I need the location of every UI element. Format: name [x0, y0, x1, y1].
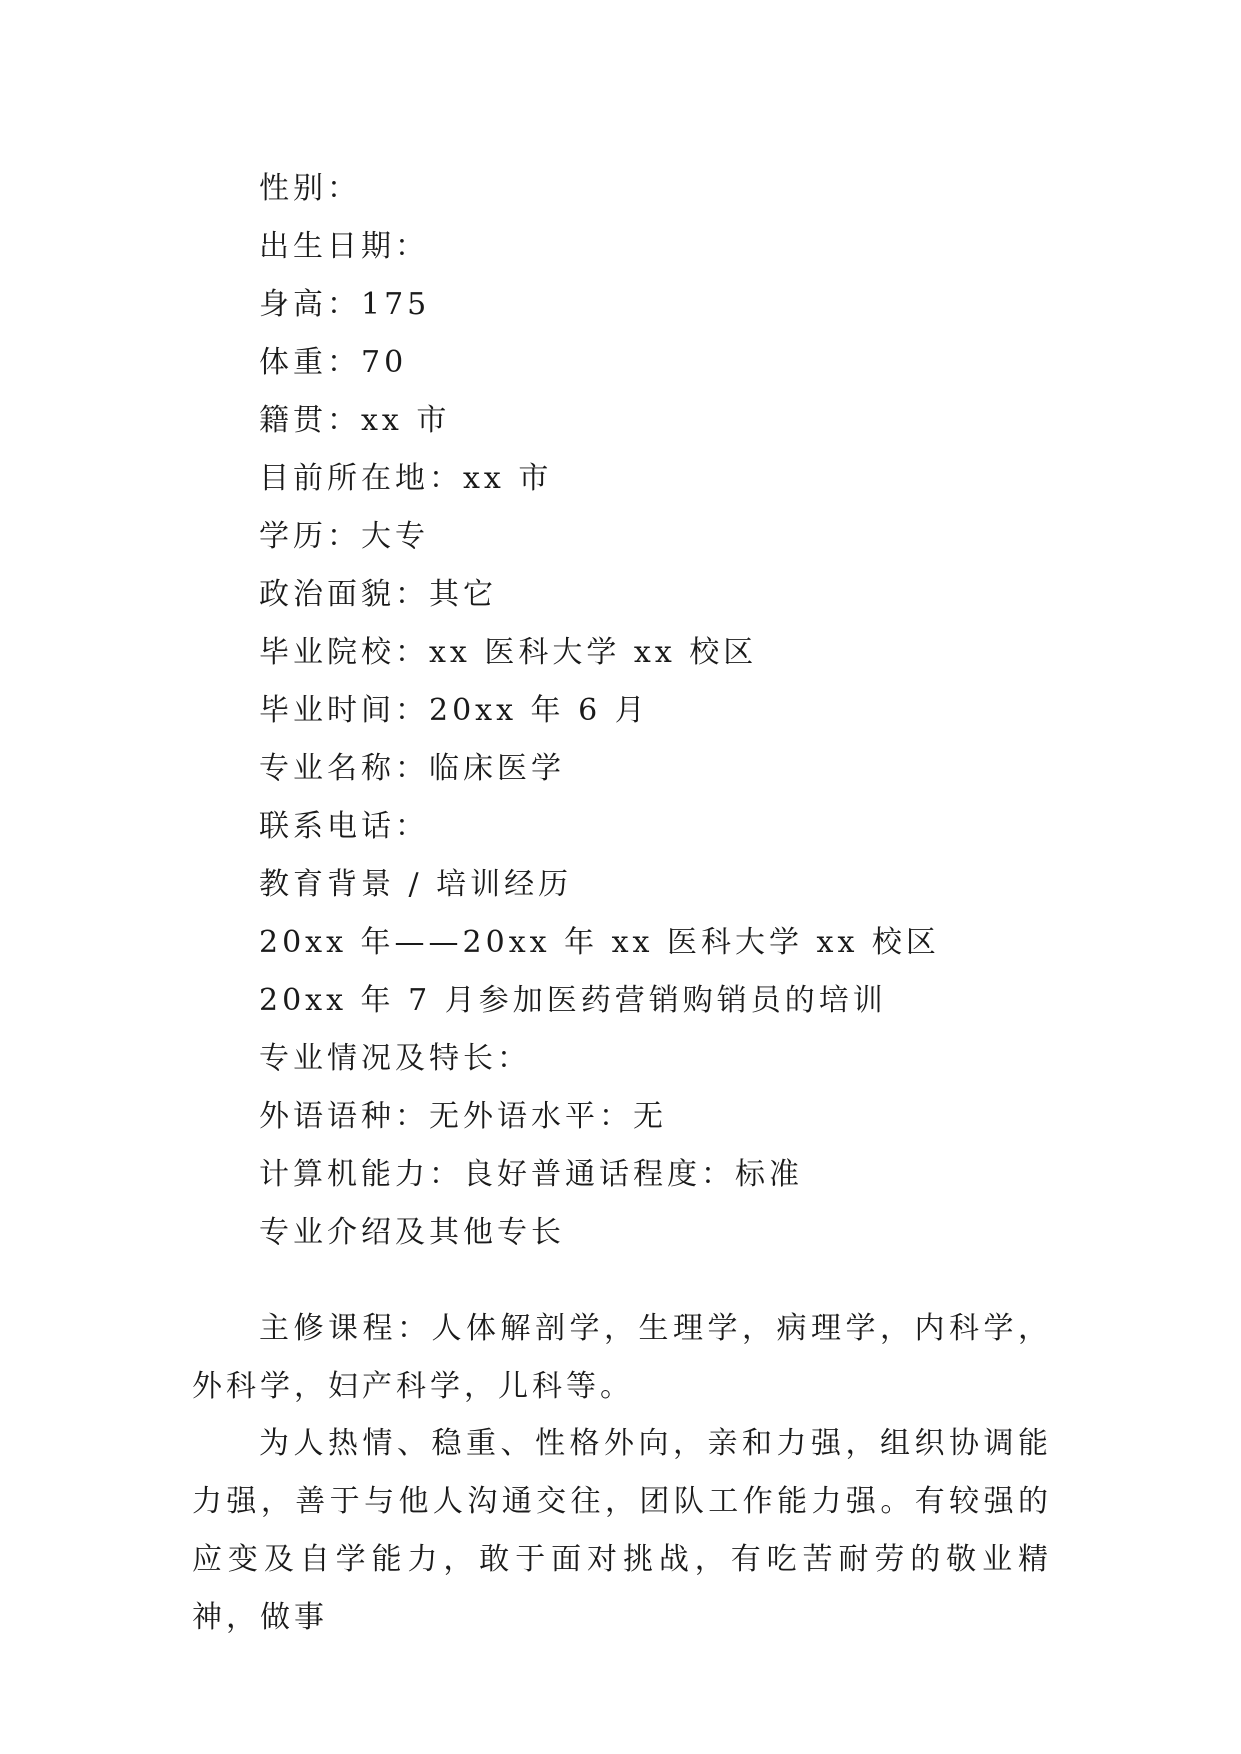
field-birth-date: 出生日期：: [259, 229, 429, 264]
field-foreign-language: 外语语种：无外语水平：无: [259, 1099, 667, 1134]
training-entry: 20xx 年 7 月参加医药营销购销员的培训: [259, 983, 887, 1018]
section-education-heading: 教育背景 / 培训经历: [259, 867, 573, 902]
self-evaluation-paragraph: 为人热情、稳重、性格外向，亲和力强，组织协调能力强，善于与他人沟通交往，团队工作能力强。有较强的应变及自学能力，敢于面对挑战，有吃苦耐劳的敬业精神，做事: [192, 1426, 1052, 1635]
field-major: 专业名称：临床医学: [259, 751, 565, 786]
field-computer-skill: 计算机能力：良好普通话程度：标准: [259, 1157, 803, 1192]
field-weight: 体重：70: [259, 345, 408, 380]
field-gender: 性别：: [259, 171, 361, 206]
field-graduation-date: 毕业时间：20xx 年 6 月: [259, 693, 649, 728]
section-skills-heading: 专业情况及特长：: [259, 1041, 531, 1076]
field-school: 毕业院校：xx 医科大学 xx 校区: [259, 635, 758, 670]
field-native-place: 籍贯：xx 市: [259, 403, 451, 438]
resume-fields: [259, 160, 1079, 1262]
courses-paragraph: 主修课程：人体解剖学，生理学，病理学，内科学，外科学，妇产科学，儿科等。: [192, 1311, 1052, 1404]
field-political-status: 政治面貌：其它: [259, 577, 497, 612]
education-entry: 20xx 年——20xx 年 xx 医科大学 xx 校区: [259, 925, 940, 960]
field-current-location: 目前所在地：xx 市: [259, 461, 553, 496]
field-phone: 联系电话：: [259, 809, 429, 844]
section-intro-heading: 专业介绍及其他专长: [259, 1215, 565, 1250]
field-education: 学历：大专: [259, 519, 429, 554]
field-height: 身高：175: [259, 287, 431, 322]
